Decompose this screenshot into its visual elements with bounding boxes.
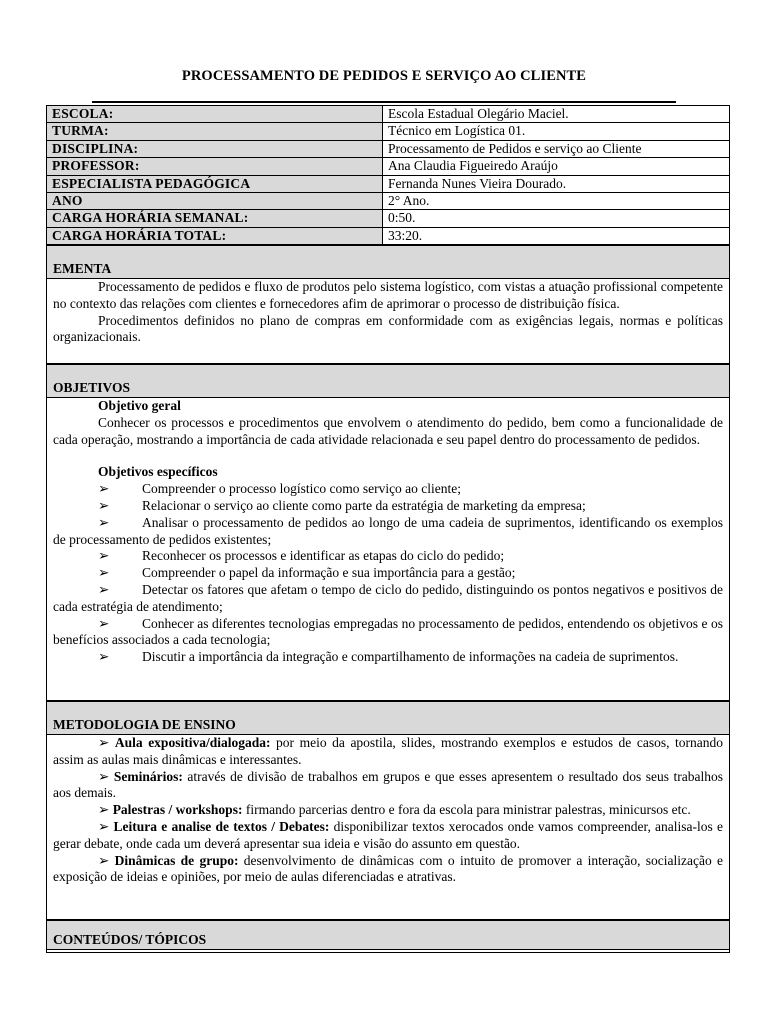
list-item [53,802,723,819]
conteudos-heading-text: CONTEÚDOS/ TÓPICOS [53,932,207,947]
objetivos-heading [46,364,730,398]
info-value: Técnico em Logística 01. [383,123,730,140]
list-item-text: Relacionar o serviço ao cliente como parte da estratégia de marketing da empresa; [142,497,586,513]
objetivos-body [46,398,730,701]
list-item [53,819,723,853]
info-value: 2° Ano. [383,192,730,209]
list-item [53,498,723,515]
title-underline [92,101,676,103]
course-info-table [46,105,730,245]
list-item [53,548,723,565]
list-item [53,853,723,887]
info-label: DISCIPLINA: [47,140,383,157]
list-item [53,582,723,616]
list-item [53,616,723,650]
table-row [47,192,730,209]
list-item [53,649,723,666]
objetivo-geral-heading: Objetivo geral [98,398,181,413]
arrow-bullet-icon: ➢ [98,818,110,834]
arrow-bullet-icon: ➢ [98,548,110,564]
conteudos-body [46,950,730,953]
table-row [47,210,730,227]
method-term: Seminários: [113,768,183,784]
info-label: ESCOLA: [47,106,383,123]
method-term: Dinâmicas de grupo: [114,852,239,868]
arrow-bullet-icon: ➢ [98,615,110,631]
ementa-heading-text: EMENTA [53,261,112,276]
table-row [47,227,730,244]
table-row [47,123,730,140]
metodologia-body [46,735,730,920]
metodologia-heading [46,701,730,735]
ementa-paragraph: Processamento de pedidos e fluxo de produtos pelo sistema logístico, com vistas a atuação profissional competente no contexto das relações com clientes e fornecedores afim de aprimorar o processo de distribuição física. [53,279,723,311]
info-label: ESPECIALISTA PEDAGÓGICA [47,175,383,192]
info-label: PROFESSOR: [47,158,383,175]
objetivos-heading-text: OBJETIVOS [53,380,131,395]
list-item [53,565,723,582]
metodologia-heading-text: METODOLOGIA DE ENSINO [53,717,236,732]
method-text: disponibilizar textos xerocados onde vamos compreender, analisa-los e gerar debate, onde cada um deverá apresentar sua ideia e visão do assunto em questão. [53,818,724,851]
document-title: PROCESSAMENTO DE PEDIDOS E SERVIÇO AO CLIENTE [181,68,587,84]
table-row [47,140,730,157]
method-text: através de divisão de trabalhos em grupos e que esses apresentem o resultado dos seus trabalhos aos demais. [53,768,724,801]
conteudos-heading [46,920,730,950]
ementa-paragraph: Procedimentos definidos no plano de compras em conformidade com as exigências legais, normas e políticas organizacionais. [53,312,723,345]
list-item-text: Compreender o papel da informação e sua importância para a gestão; [142,565,516,581]
method-text: por meio da apostila, slides, mostrando exemplos e estudos de casos, tornando assim as aulas mais dinâmicas e interessantes. [53,735,723,767]
arrow-bullet-icon: ➢ [98,802,110,818]
list-item [53,769,723,803]
table-row [47,106,730,123]
info-label: CARGA HORÁRIA SEMANAL: [47,210,383,227]
list-item [53,481,723,498]
info-label: ANO [47,192,383,209]
info-label: TURMA: [47,123,383,140]
info-value: 33:20. [383,227,730,244]
ementa-body [46,279,730,364]
list-item-text: Analisar o processamento de pedidos ao longo de uma cadeia de suprimentos, identificando os exemplos de processamento de pedidos existentes; [53,514,723,547]
list-item-text: Conhecer as diferentes tecnologias empregadas no processamento de pedidos, entendendo os objetivos e os benefícios associados a cada tecnologia; [53,615,723,648]
arrow-bullet-icon: ➢ [98,852,110,868]
method-term: Aula expositiva/dialogada: [114,735,271,750]
method-text: firmando parcerias dentro e fora da escola para ministrar palestras, minicursos etc. [242,802,691,818]
spacer [53,448,723,464]
arrow-bullet-icon: ➢ [98,497,110,513]
arrow-bullet-icon: ➢ [98,581,110,597]
arrow-bullet-icon: ➢ [98,735,110,750]
info-value: Ana Claudia Figueiredo Araújo [383,158,730,175]
arrow-bullet-icon: ➢ [98,565,110,581]
info-value: 0:50. [383,210,730,227]
ementa-heading [46,245,730,279]
table-row [47,158,730,175]
list-item-text: Discutir a importância da integração e compartilhamento de informações na cadeia de suprimentos. [142,649,679,665]
list-item [53,735,723,769]
info-value: Processamento de Pedidos e serviço ao Cliente [383,140,730,157]
arrow-bullet-icon: ➢ [98,768,110,784]
arrow-bullet-icon: ➢ [98,481,110,497]
method-text: desenvolvimento de dinâmicas com o intuito de promover a interação, socialização e exposição de ideias e opiniões, por meio de aulas diferenciadas e atrativas. [53,852,723,885]
info-value: Escola Estadual Olegário Maciel. [383,106,730,123]
table-row [47,175,730,192]
arrow-bullet-icon: ➢ [98,649,110,665]
info-value: Fernanda Nunes Vieira Dourado. [383,175,730,192]
arrow-bullet-icon: ➢ [98,514,110,530]
list-item-text: Detectar os fatores que afetam o tempo de ciclo do pedido, distinguindo os pontos negativos e positivos de cada estratégia de atendimento; [53,581,723,614]
info-label: CARGA HORÁRIA TOTAL: [47,227,383,244]
method-term: Leitura e analise de textos / Debates: [113,818,330,834]
list-item-text: Compreender o processo logístico como serviço ao cliente; [142,481,462,497]
method-term: Palestras / workshops: [112,802,243,818]
list-item [53,515,723,549]
objetivos-especificos-heading: Objetivos específicos [98,464,218,480]
list-item-text: Reconhecer os processos e identificar as etapas do ciclo do pedido; [142,548,505,564]
objetivo-geral-text: Conhecer os processos e procedimentos que envolvem o atendimento do pedido, bem como a funcionalidade de cada operação, mostrando a importância de cada atividade relacionada e seu papel dentro do processamento de pedidos. [53,414,723,447]
